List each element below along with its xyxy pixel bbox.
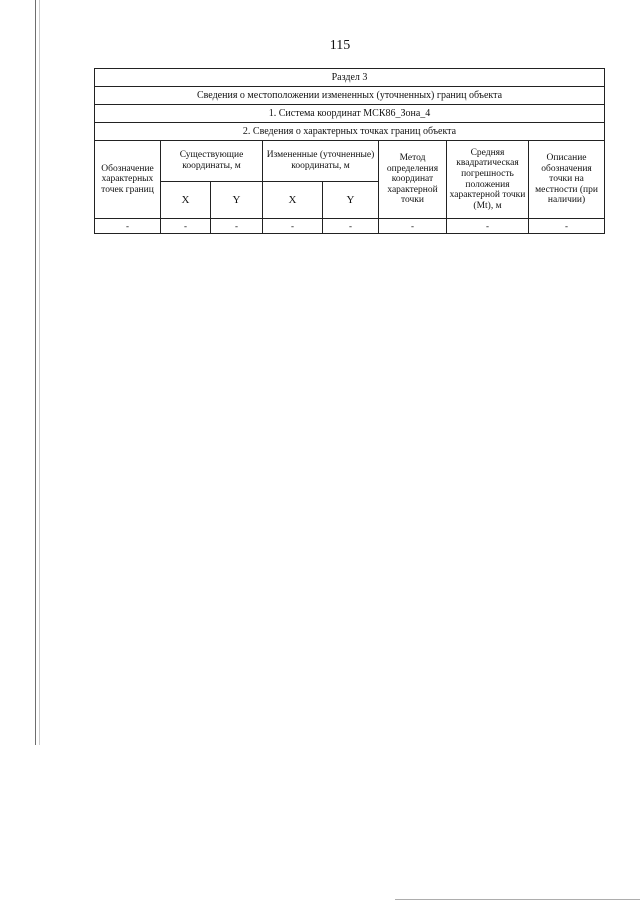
header-changed-x: X — [263, 182, 323, 219]
scan-margin-line — [395, 899, 640, 900]
table-row — [95, 219, 605, 234]
header-existing-coords: Существующие координаты, м — [161, 141, 263, 182]
table-cell: - — [263, 219, 323, 234]
table-cell: - — [447, 219, 529, 234]
section-title: Раздел 3 — [95, 69, 605, 87]
coordinate-system: 1. Система координат МСК86_Зона_4 — [95, 105, 605, 123]
boundary-points-table — [94, 68, 605, 234]
scan-margin-line — [35, 0, 36, 745]
header-rms-error: Средняя квадратическая погрешность положения характерной точки (Mt), м — [447, 141, 529, 219]
table-cell: - — [379, 219, 447, 234]
header-method: Метод определения координат характерной точки — [379, 141, 447, 219]
table-cell: - — [161, 219, 211, 234]
header-changed-y: Y — [323, 182, 379, 219]
header-existing-y: Y — [211, 182, 263, 219]
header-existing-x: X — [161, 182, 211, 219]
section-subtitle: Сведения о местоположении измененных (уточненных) границ объекта — [95, 87, 605, 105]
table-cell: - — [211, 219, 263, 234]
table-cell: - — [323, 219, 379, 234]
page-number: 115 — [329, 38, 351, 53]
header-designation: Обозначение характерных точек границ — [95, 141, 161, 219]
table-cell: - — [95, 219, 161, 234]
scan-margin-line — [39, 0, 40, 745]
header-changed-coords: Измененные (уточненные) координаты, м — [263, 141, 379, 182]
points-title: 2. Сведения о характерных точках границ объекта — [95, 123, 605, 141]
table-cell: - — [529, 219, 605, 234]
header-description: Описание обозначения точки на местности (при наличии) — [529, 141, 605, 219]
boundary-table-container — [94, 68, 604, 234]
